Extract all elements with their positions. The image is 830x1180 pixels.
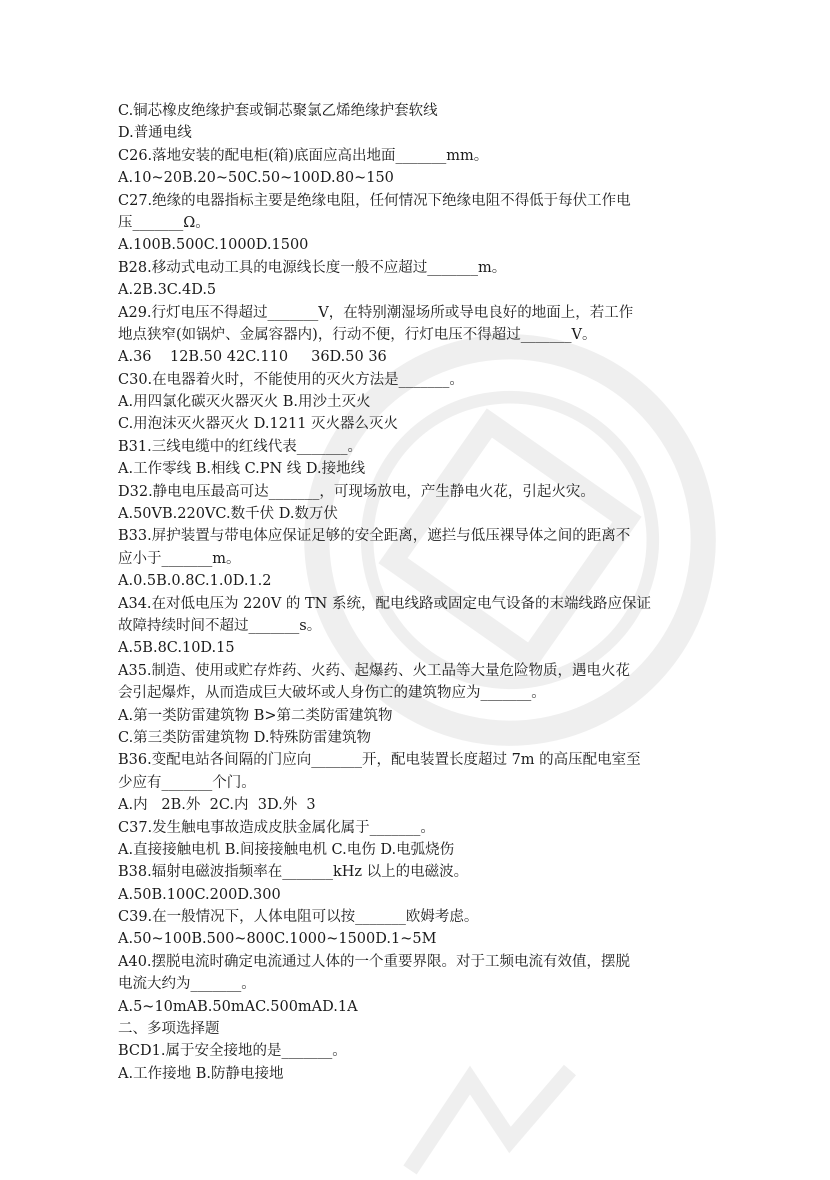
question-line: A34.在对低电压为 220V 的 TN 系统，配电线路或固定电气设备的末端线路应保证 [118, 595, 651, 612]
question-line: B31.三线电缆中的红线代表_______。 [118, 438, 362, 455]
question-line: 会引起爆炸，从而造成巨大破坏或人身伤亡的建筑物应为_______。 [118, 685, 546, 702]
question-line: A29.行灯电压不得超过_______V，在特别潮湿场所或导电良好的地面上，若工作 [118, 304, 634, 321]
question-line: 少应有_______个门。 [118, 774, 256, 791]
question-line: 压_______Ω。 [118, 214, 210, 231]
options-line: A.工作零线 B.相线 C.PN 线 D.接地线 [118, 461, 366, 478]
question-line: B36.变配电站各间隔的门应向_______开，配电装置长度超过 7m 的高压配电室至 [118, 752, 641, 769]
options-line: A.用四氯化碳灭火器灭火 B.用沙土灭火 [118, 394, 371, 411]
question-line: C39.在一般情况下，人体电阻可以按_______欧姆考虑。 [118, 909, 479, 926]
question-line: A40.摆脱电流时确定电流通过人体的一个重要界限。对于工频电流有效值，摆脱 [118, 953, 631, 970]
options-line: A.直接接触电机 B.间接接触电机 C.电伤 D.电弧烧伤 [118, 841, 455, 858]
options-line: A.内 2B.外 2C.内 3D.外 3 [118, 797, 316, 814]
options-line: A.0.5B.0.8C.1.0D.1.2 [118, 573, 272, 590]
question-line: 故障持续时间不超过_______s。 [118, 617, 322, 634]
options-line: A.50B.100C.200D.300 [118, 886, 281, 903]
options-line: A.50~100B.500~800C.1000~1500D.1~5M [118, 931, 437, 948]
question-line: C30.在电器着火时，不能使用的灭火方法是_______。 [118, 371, 464, 388]
text-line: C.铜芯橡皮绝缘护套或铜芯聚氯乙烯绝缘护套软线 [118, 103, 438, 119]
question-line: 应小于_______m。 [118, 550, 241, 567]
question-line: 地点狭窄(如锅炉、金属容器内)，行动不便，行灯电压不得超过_______V。 [118, 326, 597, 343]
options-line: A.5B.8C.10D.15 [118, 640, 235, 657]
question-line: C26.落地安装的配电柜(箱)底面应高出地面_______mm。 [118, 147, 489, 164]
question-line: BCD1.属于安全接地的是_______。 [118, 1043, 347, 1060]
question-line: B28.移动式电动工具的电源线长度一般不应超过_______m。 [118, 259, 507, 276]
options-line: C.用泡沫灭火器灭火 D.1211 灭火器么灭火 [118, 416, 399, 433]
section-heading: 二、多项选择题 [118, 1021, 220, 1038]
question-line: 电流大约为_______。 [118, 976, 256, 993]
question-line: B33.屏护装置与带电体应保证足够的安全距离，遮拦与低压裸导体之间的距离不 [118, 528, 631, 545]
question-line: C27.绝缘的电器指标主要是绝缘电阻，任何情况下绝缘电阻不得低于每伏工作电 [118, 192, 631, 209]
options-line: A.100B.500C.1000D.1500 [118, 237, 309, 254]
options-line: A.工作接地 B.防静电接地 [118, 1065, 284, 1082]
options-line: A.50VB.220VC.数千伏 D.数万伏 [118, 506, 338, 523]
options-line: C.第三类防雷建筑物 D.特殊防雷建筑物 [118, 729, 372, 746]
question-line: C37.发生触电事故造成皮肤金属化属于_______。 [118, 819, 435, 836]
options-line: A.36 12B.50 42C.110 36D.50 36 [118, 349, 387, 366]
options-line: A.10~20B.20~50C.50~100D.80~150 [118, 170, 394, 187]
question-line: B38.辐射电磁波指频率在_______kHz 以上的电磁波。 [118, 864, 469, 881]
options-line: A.2B.3C.4D.5 [118, 282, 217, 299]
options-line: A.第一类防雷建筑物 B>第二类防雷建筑物 [118, 707, 393, 724]
options-line: A.5~10mAB.50mAC.500mAD.1A [118, 998, 358, 1015]
question-line: A35.制造、使用或贮存炸药、火药、起爆药、火工品等大量危险物质，遇电火花 [118, 662, 631, 679]
text-line: D.普通电线 [118, 125, 192, 142]
question-line: D32.静电电压最高可达_______，可现场放电，产生静电火花，引起火灾。 [118, 483, 595, 500]
document-body [118, 100, 718, 1085]
